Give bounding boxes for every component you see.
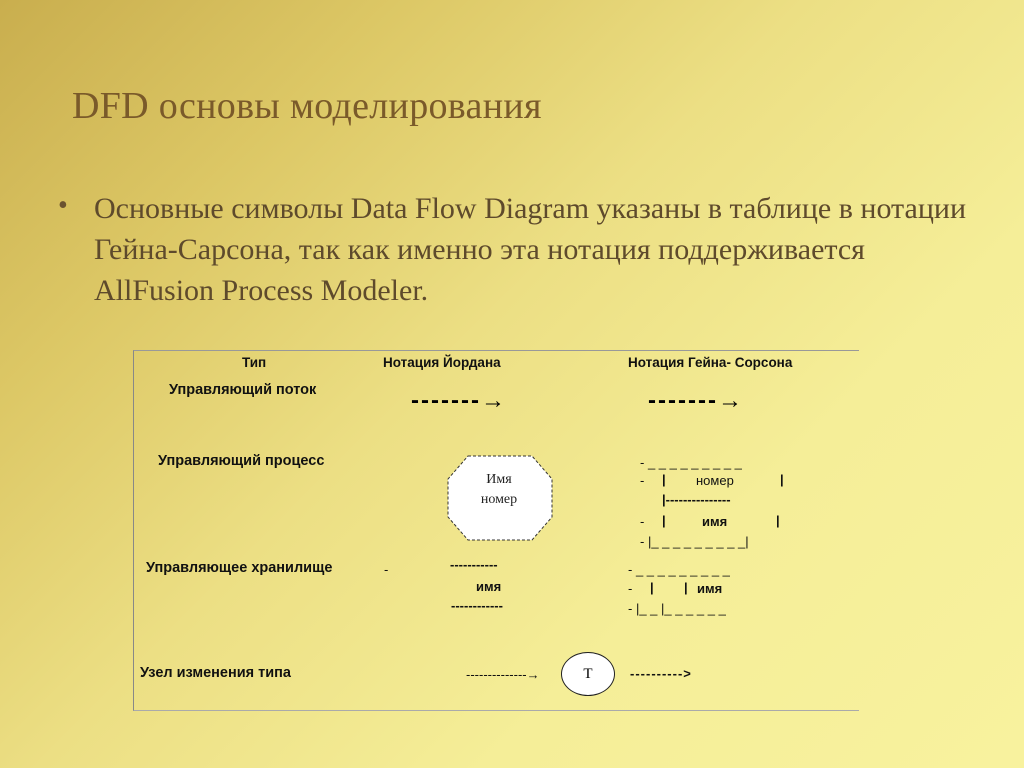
gs-store-bar-1: | [650, 580, 654, 595]
gs-store-line-2-prefix: - [628, 581, 633, 596]
type-change-circle: T [561, 652, 615, 696]
row-label-control-store: Управляющее хранилище [146, 560, 333, 576]
octagon-number: номер [480, 492, 518, 507]
gs-process-number: номер [696, 473, 734, 488]
slide-title: DFD основы моделирования [72, 85, 542, 127]
gs-store-line-3: - |_ _ |_ _ _ _ _ _ [628, 601, 726, 616]
header-type: Тип [242, 355, 267, 370]
gs-process-bar-right-1: | [780, 472, 784, 487]
yourdon-store-top-line: ----------- [450, 557, 498, 572]
bullet-text: Основные символы Data Flow Diagram указаны в таблице в нотации Гейна-Сарсона, так как именно эта нотация поддерживается AllFusion Process Modeler. [94, 192, 967, 307]
gs-process-bar-right-2: | [776, 513, 780, 528]
gs-process-separator: |--------------- [662, 492, 731, 507]
gs-store-bar-2: | [684, 580, 688, 595]
gs-process-line-5: - |_ _ _ _ _ _ _ _ _| [640, 534, 749, 549]
gs-process-bar-left-2: | [662, 513, 666, 528]
yourdon-store-name: имя [476, 579, 502, 594]
bullet-item [58, 188, 978, 311]
header-yourdon: Нотация Йордана [383, 355, 501, 370]
yourdon-store-bottom-line: ------------ [451, 598, 503, 613]
gs-store-line-1: - _ _ _ _ _ _ _ _ _ [628, 562, 730, 577]
notation-table [133, 350, 859, 711]
row-label-type-change-node: Узел изменения типа [140, 665, 291, 681]
gs-process-bar-left-1: | [662, 472, 666, 487]
row-label-control-flow: Управляющий поток [169, 382, 317, 398]
yourdon-control-flow-arrow: -------→ [411, 387, 507, 414]
row-label-control-process: Управляющий процесс [158, 453, 325, 469]
gs-process-line-4-prefix: - [640, 514, 645, 529]
octagon-name: Имя [486, 472, 512, 487]
header-gane-sarson: Нотация Гейна- Сорсона [628, 355, 793, 370]
bullet-dot-icon: • [58, 190, 68, 221]
gs-process-line-1: - _ _ _ _ _ _ _ _ _ [640, 455, 742, 470]
gs-control-flow-arrow: -------→ [648, 387, 744, 414]
gs-node-arrow: ----------> [630, 666, 692, 681]
gs-store-name: имя [697, 581, 723, 596]
gs-process-name: имя [702, 514, 728, 529]
gs-process-line-2-prefix: - [640, 473, 645, 488]
yourdon-node-dashes: --------------→ [466, 667, 540, 682]
yourdon-store-prefix: - [384, 562, 389, 577]
